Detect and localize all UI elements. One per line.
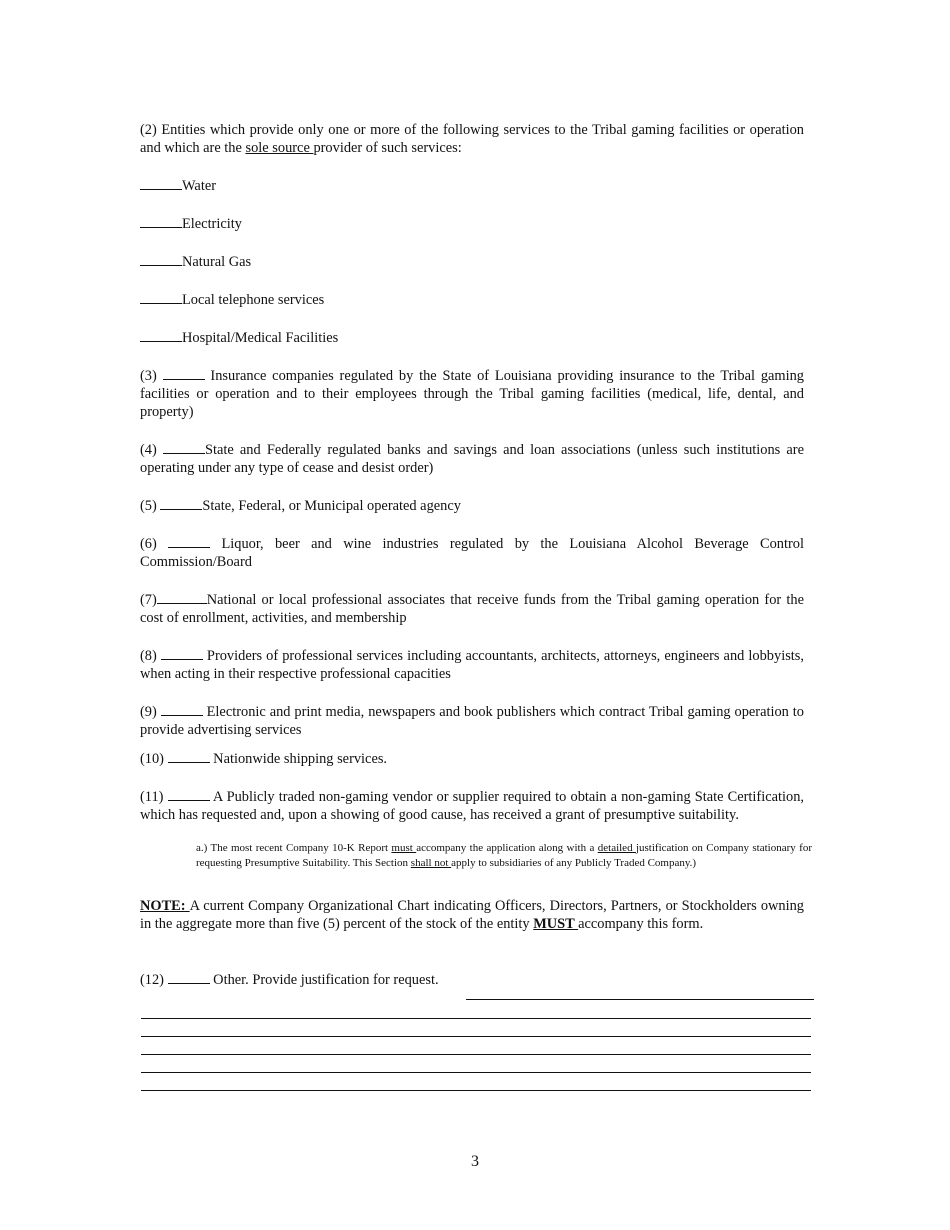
item-12: (12) Other. Provide justification for request. <box>140 969 804 989</box>
must-emphasis: MUST <box>533 916 579 932</box>
service-item-telephone: Local telephone services <box>140 289 804 309</box>
checkbox-blank[interactable] <box>157 589 207 604</box>
intro-suffix: provider of such services: <box>313 140 462 156</box>
checkbox-blank[interactable] <box>140 289 182 304</box>
item-8: (8) Providers of professional services including accountants, architects, attorneys, engineers and lobbyists, when acting in their respective professional capacities <box>140 645 804 683</box>
intro-paragraph <box>140 121 804 157</box>
justification-line[interactable] <box>141 1090 811 1091</box>
checkbox-blank[interactable] <box>168 748 210 763</box>
page-number: 3 <box>471 1153 479 1170</box>
checkbox-blank[interactable] <box>168 533 210 548</box>
service-item-electricity: Electricity <box>140 213 804 233</box>
checkbox-blank[interactable] <box>140 327 182 342</box>
service-item-hospital: Hospital/Medical Facilities <box>140 327 804 347</box>
item-3: (3) Insurance companies regulated by the State of Louisiana providing insurance to the Tribal gaming facilities or operation and to their employees through the Tribal gaming facilities (medical, life, dental, and property) <box>140 365 804 421</box>
form-content <box>140 121 812 989</box>
checkbox-blank[interactable] <box>163 439 205 454</box>
service-item-water: Water <box>140 175 804 195</box>
sole-source-text: sole source <box>245 140 314 156</box>
checkbox-blank[interactable] <box>140 213 182 228</box>
checkbox-blank[interactable] <box>161 645 203 660</box>
item-11: (11) A Publicly traded non-gaming vendor or supplier required to obtain a non-gaming State Certification, which has requested and, upon a showing of good cause, has received a grant of presumptive suitability. <box>140 786 804 824</box>
justification-line[interactable] <box>141 1072 811 1073</box>
item-10: (10) Nationwide shipping services. <box>140 748 804 768</box>
checkbox-blank[interactable] <box>163 365 205 380</box>
item-5: (5) State, Federal, or Municipal operated agency <box>140 495 804 515</box>
justification-line[interactable] <box>141 1018 811 1019</box>
item-7: (7) National or local professional associates that receive funds from the Tribal gaming operation for the cost of enrollment, activities, and membership <box>140 589 804 627</box>
justification-line[interactable] <box>141 1036 811 1037</box>
service-item-natural-gas: Natural Gas <box>140 251 804 271</box>
checkbox-blank[interactable] <box>168 969 210 984</box>
note-paragraph: NOTE: A current Company Organizational Chart indicating Officers, Directors, Partners, or Stockholders owning in the aggregate more than five (5) percent of the stock of the entity MUST accompany this form. <box>140 898 804 932</box>
intro-text: (2) Entities which provide only one or more of the following services to the Tribal gaming facilities or operation and which are the <box>140 122 804 156</box>
note-label: NOTE: <box>140 898 190 914</box>
justification-line[interactable] <box>141 1054 811 1055</box>
item-4: (4) State and Federally regulated banks and savings and loan associations (unless such institutions are operating under any type of cease and desist order) <box>140 439 804 477</box>
checkbox-blank[interactable] <box>140 251 182 266</box>
checkbox-blank[interactable] <box>168 786 210 801</box>
item-11-subsection-a: a.) The most recent Company 10-K Report must accompany the application along with a detailed justification on Company stationary for requesting Presumptive Suitability. This Section shall not apply to subsidiaries of any Publicly Traded Company.) <box>196 842 812 869</box>
item-6: (6) Liquor, beer and wine industries regulated by the Louisiana Alcohol Beverage Control Commission/Board <box>140 533 804 571</box>
checkbox-blank[interactable] <box>160 495 202 510</box>
checkbox-blank[interactable] <box>161 701 203 716</box>
checkbox-blank[interactable] <box>140 175 182 190</box>
item-9: (9) Electronic and print media, newspapers and book publishers which contract Tribal gaming operation to provide advertising services <box>140 701 804 739</box>
justification-line[interactable] <box>466 999 814 1000</box>
